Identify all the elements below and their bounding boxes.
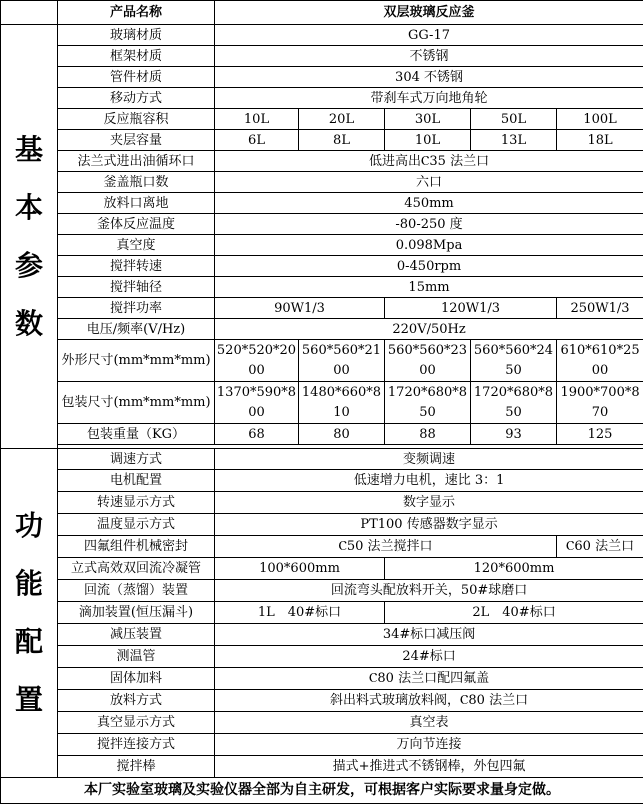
spec-label: 立式高效双回流冷凝管 <box>58 558 215 580</box>
spec-cell: 20L <box>299 109 385 130</box>
spec-cell: 6L <box>215 130 299 151</box>
spec-label: 回流（蒸馏）装置 <box>58 580 215 602</box>
section-char: 数 <box>14 306 43 340</box>
spec-row <box>1 514 643 536</box>
spec-value: 34#标口减压阀 <box>215 624 643 646</box>
spec-row <box>1 67 643 88</box>
spec-cell: 560*560*2100 <box>299 340 385 382</box>
spec-label: 真空显示方式 <box>58 712 215 734</box>
footer-row <box>1 778 643 804</box>
spec-value: PT100 传感器数字显示 <box>215 514 643 536</box>
spec-value: 带刹车式万向地角轮 <box>215 88 643 109</box>
section-function-title <box>1 449 58 778</box>
spec-row <box>1 88 643 109</box>
spec-label: 反应瓶容积 <box>58 109 215 130</box>
spec-cell: 250W1/3 <box>557 298 643 319</box>
spec-label: 搅拌功率 <box>58 298 215 319</box>
spec-row <box>1 172 643 193</box>
spec-label: 釜体反应温度 <box>58 214 215 235</box>
spec-label: 法兰式进出油循环口 <box>58 151 215 172</box>
spec-label: 放料方式 <box>58 690 215 712</box>
spec-row <box>1 319 643 340</box>
spec-row <box>1 580 643 602</box>
spec-row <box>1 256 643 277</box>
spec-cell: 90W1/3 <box>215 298 385 319</box>
spec-row <box>1 492 643 514</box>
spec-label: 框架材质 <box>58 46 215 67</box>
spec-cell: 1720*680*850 <box>385 382 471 424</box>
spec-value: 304 不锈钢 <box>215 67 643 88</box>
spec-value: 低进高出Ⲥ35 法兰口 <box>215 151 643 172</box>
spec-value: 斜出料式玻璃放料阀，Ⲥ80 法兰口 <box>215 690 643 712</box>
spec-cell: 610*610*2500 <box>557 340 643 382</box>
spec-cell: 1370*590*800 <box>215 382 299 424</box>
spec-value: 万向节连接 <box>215 734 643 756</box>
spec-row <box>1 690 643 712</box>
spec-value: 0-450rpm <box>215 256 643 277</box>
spec-row <box>1 449 643 470</box>
spec-label: 外形尺寸(mm*mm*mm) <box>58 340 215 382</box>
spec-row <box>1 424 643 445</box>
spec-value: 变频调速 <box>215 449 643 470</box>
spec-row <box>1 151 643 172</box>
spec-value: -80-250 度 <box>215 214 643 235</box>
spec-row <box>1 214 643 235</box>
spec-value: 0.098Mpa <box>215 235 643 256</box>
spec-row <box>1 298 643 319</box>
spec-cell: 1900*700*870 <box>557 382 643 424</box>
header-label: 产品名称 <box>58 1 215 25</box>
spec-cell: 100*600mm <box>215 558 385 580</box>
spec-cell: Ⲥ50 法兰搅拌口 <box>215 536 557 558</box>
spec-cell: 50L <box>471 109 557 130</box>
spec-cell: 10L <box>215 109 299 130</box>
spec-row <box>1 470 643 492</box>
spec-cell: 80 <box>299 424 385 445</box>
spec-label: 固体加料 <box>58 668 215 690</box>
spec-row <box>1 109 643 130</box>
spec-label: 四氟组件机械密封 <box>58 536 215 558</box>
spec-value: Ⲥ80 法兰口配四氟盖 <box>215 668 643 690</box>
spec-label: 包装尺寸(mm*mm*mm) <box>58 382 215 424</box>
footer-note: 本厂实验室玻璃及实验仪器全部为自主研发，可根据客户实际要求量身定做。 <box>1 778 643 804</box>
section-char: 基 <box>14 132 43 166</box>
spec-label: 真空度 <box>58 235 215 256</box>
spec-cell: Ⲥ60 法兰口 <box>557 536 643 558</box>
spec-label: 移动方式 <box>58 88 215 109</box>
spec-cell: 88 <box>385 424 471 445</box>
spec-cell: 30L <box>385 109 471 130</box>
spec-cell: 68 <box>215 424 299 445</box>
spec-row <box>1 712 643 734</box>
spec-value: 描式+推进式不锈钢棒，外包四氟 <box>215 756 643 778</box>
spec-label: 电压/频率(V/Hz) <box>58 319 215 340</box>
section-basic-title <box>1 25 58 449</box>
spec-row <box>1 235 643 256</box>
spec-value: 六口 <box>215 172 643 193</box>
spec-row <box>1 558 643 580</box>
spec-label: 夹层容量 <box>58 130 215 151</box>
spec-cell: 120W1/3 <box>385 298 557 319</box>
section-char: 功 <box>14 509 43 542</box>
spec-label: 测温管 <box>58 646 215 668</box>
spec-cell: 125 <box>557 424 643 445</box>
spec-label: 搅拌转速 <box>58 256 215 277</box>
spec-value: 450mm <box>215 193 643 214</box>
spec-row <box>1 382 643 424</box>
spec-row <box>1 646 643 668</box>
spec-value: 低速增力电机，速比 3：1 <box>215 470 643 492</box>
spec-row <box>1 624 643 646</box>
spec-cell: 560*560*2450 <box>471 340 557 382</box>
spec-row <box>1 734 643 756</box>
spec-label: 搅拌轴径 <box>58 277 215 298</box>
spec-row <box>1 602 643 624</box>
header-value: 双层玻璃反应釜 <box>215 1 643 25</box>
spec-cell: 120*600mm <box>385 558 643 580</box>
spec-value: GG-17 <box>215 25 643 46</box>
spec-value: 数字显示 <box>215 492 643 514</box>
spec-cell: 1L 40#标口 <box>215 602 385 624</box>
spec-value: 真空表 <box>215 712 643 734</box>
spec-cell: 100L <box>557 109 643 130</box>
spec-value: 15mm <box>215 277 643 298</box>
spec-cell: 1720*680*850 <box>471 382 557 424</box>
spec-value: 回流弯头配放料开关，50#球磨口 <box>215 580 643 602</box>
spec-label: 温度显示方式 <box>58 514 215 536</box>
spec-value: 24#标口 <box>215 646 643 668</box>
spec-row <box>1 536 643 558</box>
spec-row <box>1 340 643 382</box>
spec-value: 220V/50Hz <box>215 319 643 340</box>
spec-label: 减压装置 <box>58 624 215 646</box>
section-char: 参 <box>14 248 43 282</box>
spec-cell: 520*520*2000 <box>215 340 299 382</box>
spec-row <box>1 46 643 67</box>
spec-label: 包装重量（KG） <box>58 424 215 445</box>
spec-label: 滴加装置(恒压漏斗) <box>58 602 215 624</box>
spec-label: 玻璃材质 <box>58 25 215 46</box>
section-char: 本 <box>14 190 43 224</box>
spec-label: 管件材质 <box>58 67 215 88</box>
spec-label: 电机配置 <box>58 470 215 492</box>
spec-cell: 2L 40#标口 <box>385 602 643 624</box>
section-char: 配 <box>14 625 43 658</box>
spec-label: 转速显示方式 <box>58 492 215 514</box>
spec-cell: 560*560*2300 <box>385 340 471 382</box>
spec-value: 不锈钢 <box>215 46 643 67</box>
spec-cell: 1480*660*810 <box>299 382 385 424</box>
spec-row <box>1 193 643 214</box>
spec-label: 搅拌连接方式 <box>58 734 215 756</box>
spec-cell: 93 <box>471 424 557 445</box>
spec-label: 放料口离地 <box>58 193 215 214</box>
header-row <box>1 1 643 25</box>
spec-cell: 8L <box>299 130 385 151</box>
spec-row <box>1 668 643 690</box>
section-char: 能 <box>14 567 43 600</box>
spec-row <box>1 130 643 151</box>
spec-label: 调速方式 <box>58 449 215 470</box>
spec-label: 搅拌棒 <box>58 756 215 778</box>
spec-label: 釜盖瓶口数 <box>58 172 215 193</box>
spec-cell: 18L <box>557 130 643 151</box>
spec-row <box>1 25 643 46</box>
spec-cell: 10L <box>385 130 471 151</box>
spec-row <box>1 756 643 778</box>
section-header-blank <box>1 1 58 25</box>
section-char: 置 <box>14 683 43 716</box>
spec-row <box>1 277 643 298</box>
spec-cell: 13L <box>471 130 557 151</box>
